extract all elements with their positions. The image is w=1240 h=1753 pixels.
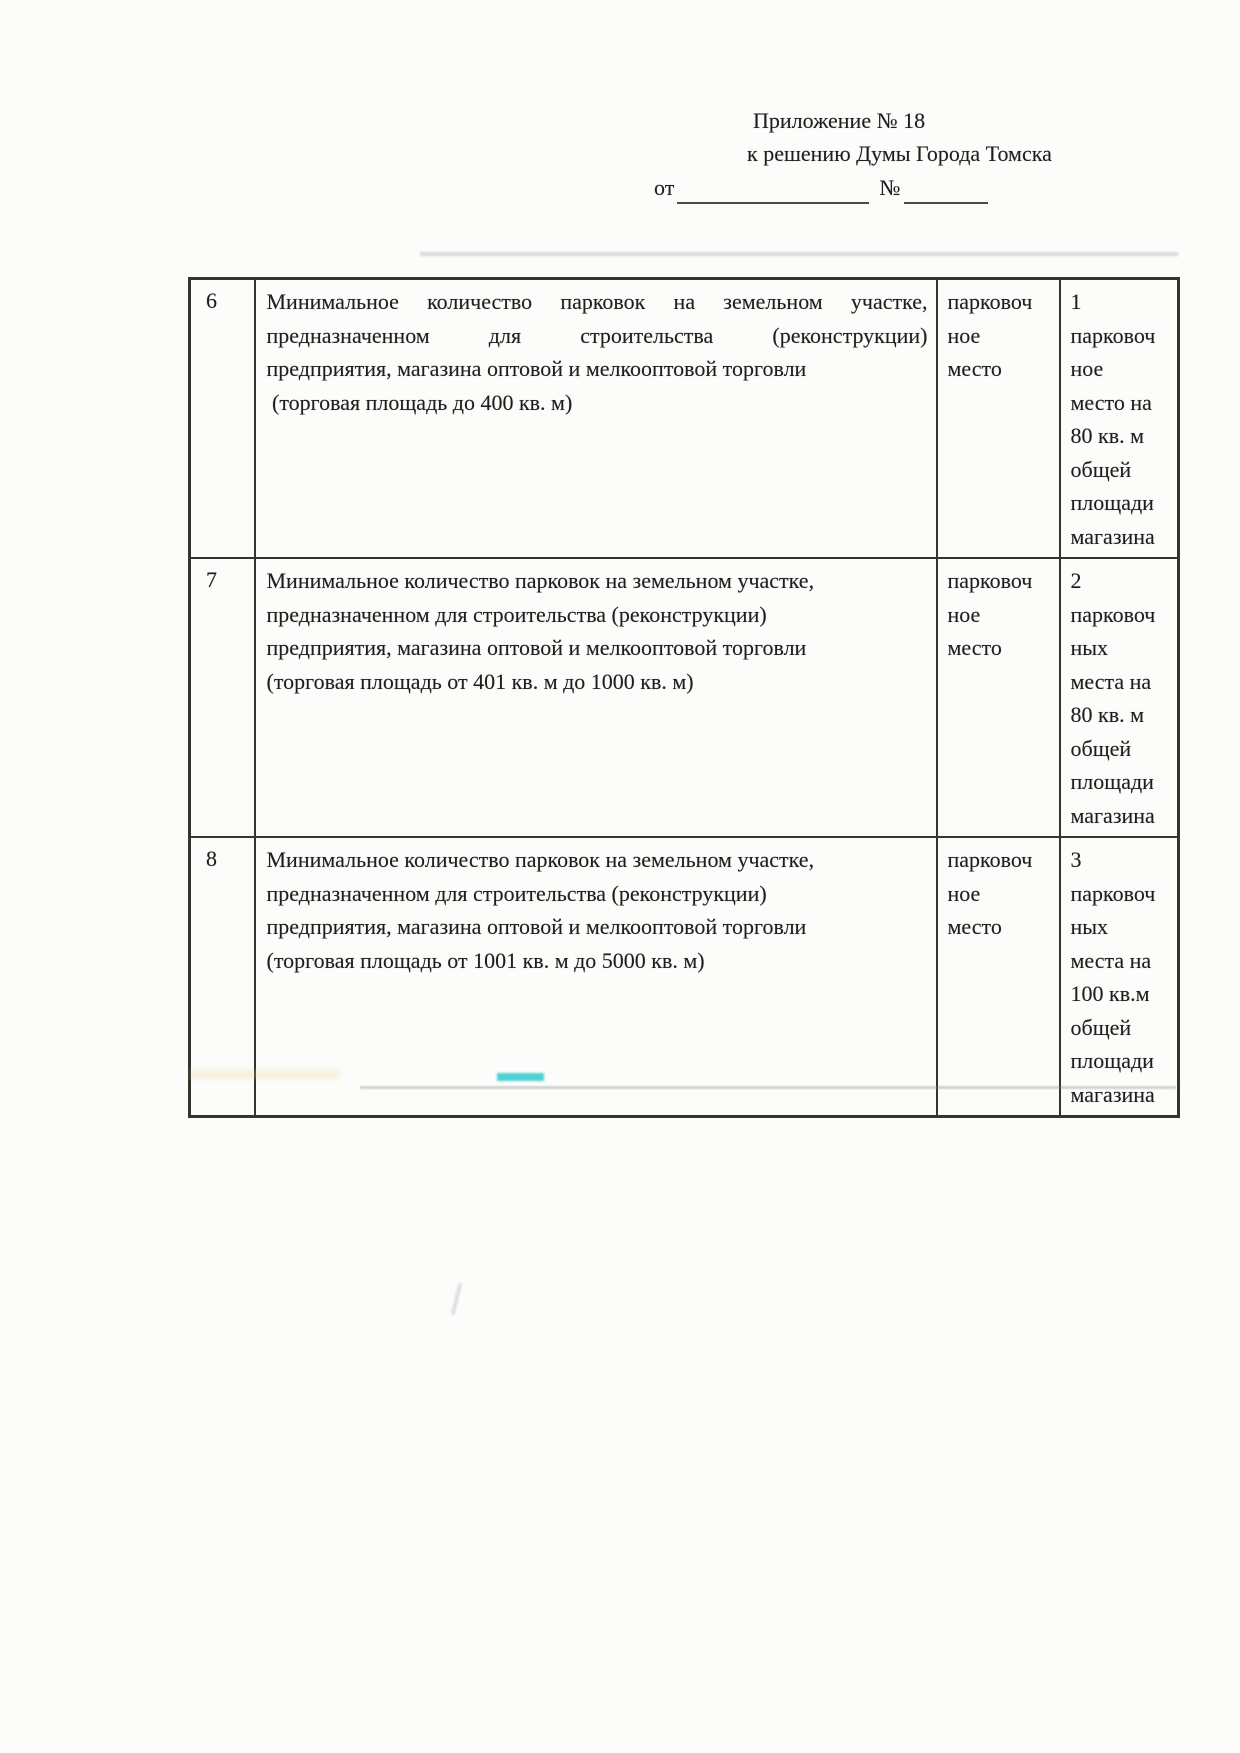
scan-artifact-top-smear xyxy=(420,252,1178,256)
text-line: предназначенном для строительства (реконструкции) xyxy=(266,322,928,348)
date-blank-line xyxy=(677,182,869,204)
text-line: ное xyxy=(1070,356,1104,381)
text-line: (торговая площадь от 1001 кв. м до 5000 кв. м) xyxy=(266,947,705,973)
text-line: 80 кв. м xyxy=(1070,423,1144,448)
text-line: магазина xyxy=(1070,523,1155,549)
date-label: от xyxy=(654,175,675,200)
text-line: общей xyxy=(1070,1014,1132,1040)
text-line: 3 xyxy=(1070,847,1082,872)
table-row-7 xyxy=(190,558,1179,837)
text-line: 100 кв.м xyxy=(1070,981,1150,1006)
decision-reference: к решению Думы Города Томска xyxy=(747,141,1052,166)
text-line: (торговая площадь от 401 кв. м до 1000 кв. м) xyxy=(266,668,694,694)
row-number-cell: 6 xyxy=(190,279,255,559)
parking-requirements-table xyxy=(188,277,1180,1118)
table-row-6 xyxy=(190,279,1179,559)
text-line: места на xyxy=(1070,668,1152,694)
text-line: место xyxy=(947,635,1002,660)
text-line: общей xyxy=(1070,456,1132,482)
row-number-cell: 8 xyxy=(190,837,255,1117)
table-row-8 xyxy=(190,837,1179,1117)
text-line: предназначенном для строительства (реконструкции) xyxy=(266,601,767,627)
text-line: 1 xyxy=(1070,289,1082,314)
text-line: парковоч xyxy=(1070,880,1156,906)
text-line: место xyxy=(947,914,1002,939)
appendix-title: Приложение № 18 xyxy=(753,108,926,133)
text-line: предприятия, магазина оптовой и мелкооптовой торговли xyxy=(266,914,807,939)
text-line: (торговая площадь до 400 кв. м) xyxy=(266,389,573,415)
text-line: 2 xyxy=(1070,568,1082,593)
text-line: парковоч xyxy=(947,289,1033,314)
scan-artifact-diagonal-mark xyxy=(451,1283,462,1315)
text-line: 80 кв. м xyxy=(1070,702,1144,727)
text-line: парковоч xyxy=(947,568,1033,593)
text-line: предприятия, магазина оптовой и мелкооптовой торговли xyxy=(266,356,807,381)
text-line: Минимальное количество парковок на земельном участке, xyxy=(266,289,928,314)
text-line: магазина xyxy=(1070,802,1155,828)
number-blank-line xyxy=(904,182,988,204)
text-line: место xyxy=(947,356,1002,381)
text-line: места на xyxy=(1070,947,1152,973)
text-line: предприятия, магазина оптовой и мелкооптовой торговли xyxy=(266,635,807,660)
text-line: парковоч xyxy=(1070,322,1156,348)
description-cell xyxy=(255,837,937,1117)
description-cell xyxy=(255,279,937,559)
text-line: общей xyxy=(1070,735,1132,761)
number-label: № xyxy=(879,175,901,200)
text-line: площади xyxy=(1070,1048,1154,1073)
text-line: парковоч xyxy=(1070,601,1156,627)
text-line: Минимальное количество парковок на земельном участке, xyxy=(266,847,815,872)
row-number-cell: 7 xyxy=(190,558,255,837)
text-line: место на xyxy=(1070,389,1152,415)
text-line: ное xyxy=(947,322,981,348)
unit-cell xyxy=(937,558,1060,837)
unit-cell xyxy=(937,837,1060,1117)
value-cell xyxy=(1060,837,1179,1117)
text-line: ное xyxy=(947,601,981,627)
date-number-row xyxy=(654,171,1052,204)
description-cell xyxy=(255,558,937,837)
text-line: парковоч xyxy=(947,847,1033,872)
unit-cell xyxy=(937,279,1060,559)
text-line: магазина xyxy=(1070,1081,1155,1107)
value-cell xyxy=(1060,279,1179,559)
text-line: площади xyxy=(1070,769,1154,794)
value-cell xyxy=(1060,558,1179,837)
text-line: ное xyxy=(947,880,981,906)
text-line: площади xyxy=(1070,490,1154,515)
document-header xyxy=(654,104,1052,204)
text-line: ных xyxy=(1070,635,1109,660)
text-line: предназначенном для строительства (реконструкции) xyxy=(266,880,767,906)
text-line: Минимальное количество парковок на земельном участке, xyxy=(266,568,815,593)
text-line: ных xyxy=(1070,914,1109,939)
